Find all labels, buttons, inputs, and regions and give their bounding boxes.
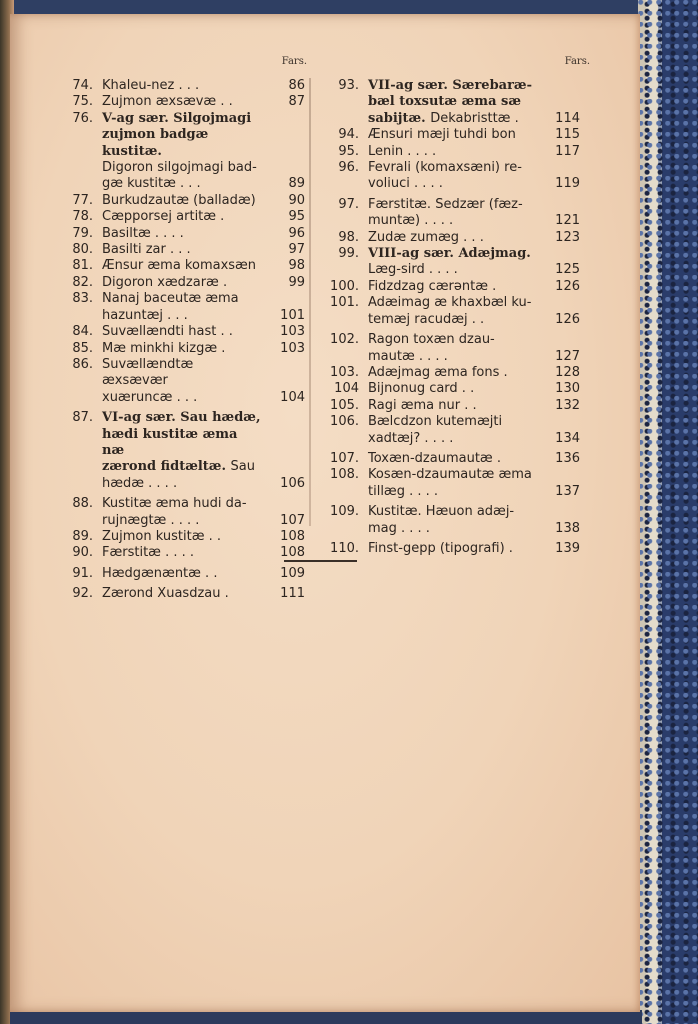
entry-title-segment: mag . . . . — [368, 520, 430, 536]
entry-title-segment: Ragi æma nur . . — [368, 397, 477, 413]
book-page — [10, 14, 640, 1012]
entry-title-segment: V-ag sær. Silgojmagi — [102, 110, 252, 126]
entry-title — [368, 78, 554, 127]
entry-title-line — [102, 586, 263, 602]
entry-title-segment: mautæ . . . . — [368, 348, 448, 364]
entry-page-number: 139 — [555, 540, 580, 556]
entry-number: 78. — [72, 209, 93, 225]
entry-title-line — [368, 504, 554, 520]
entry-title-line — [102, 513, 263, 529]
entry-page-number: 119 — [555, 176, 580, 192]
entry-title — [368, 365, 554, 381]
entry-title — [102, 275, 263, 291]
toc-entry — [328, 197, 590, 230]
column-divider — [309, 78, 311, 526]
entry-page-number: 136 — [555, 450, 580, 466]
entry-number: 103. — [330, 364, 359, 380]
entry-title-segment: xuæruncæ . . . — [102, 389, 198, 405]
entry-title-line — [368, 381, 554, 397]
entry-number: 95. — [338, 143, 359, 159]
entry-title-line — [368, 246, 554, 262]
entry-page-number: 96 — [288, 225, 305, 241]
entry-number: 79. — [72, 225, 93, 241]
entry-title-line — [368, 176, 554, 192]
entry-title-line — [368, 111, 554, 127]
entry-page-number: 125 — [555, 262, 580, 278]
entry-title-segment: Kosæn-dzaumautæ æma — [368, 467, 532, 483]
entry-title-line — [368, 295, 554, 311]
entry-title-segment: Mæ minkhi kizgæ . — [102, 340, 226, 356]
toc-entry — [62, 341, 307, 357]
entry-title-line — [368, 213, 554, 229]
entry-title-segment: sabijtæ. — [368, 110, 431, 126]
entry-title-segment: Fevrali (komaxsæni) re- — [368, 160, 522, 176]
toc-entry — [328, 144, 590, 160]
entry-title — [368, 246, 554, 279]
entry-number: 94. — [338, 127, 359, 143]
entry-title — [102, 193, 263, 209]
entry-title-line — [102, 78, 263, 94]
entry-page-number: 98 — [288, 258, 305, 274]
entry-title — [368, 197, 554, 230]
entry-title-line — [368, 144, 554, 160]
entry-number: 98. — [338, 229, 359, 245]
entry-title-segment: zujmon badgæ kustitæ. — [102, 127, 209, 159]
entry-number: 76. — [72, 110, 93, 126]
entry-title-segment: Cæpporsej artitæ . — [102, 209, 225, 225]
entry-title-line — [102, 476, 263, 492]
entry-number: 105. — [330, 397, 359, 413]
entry-title-segment: gæ kustitæ . . . — [102, 176, 201, 192]
entry-title-segment: Ænsuri mæji tuhdi bon — [368, 127, 516, 143]
entry-title-line — [102, 258, 263, 274]
entry-title-line — [102, 496, 263, 512]
entry-page-number: 138 — [555, 520, 580, 536]
entry-title — [368, 381, 554, 397]
entry-title-segment: Hædgænæntæ . . — [102, 565, 218, 581]
toc-entry — [62, 193, 307, 209]
toc-entry — [328, 451, 590, 467]
entry-page-number: 121 — [555, 213, 580, 229]
toc-entry — [328, 127, 590, 143]
toc-entries-left — [62, 78, 307, 603]
entry-page-number: 128 — [555, 364, 580, 380]
toc-entry — [62, 94, 307, 110]
entry-title — [102, 226, 263, 242]
entry-title — [102, 291, 263, 324]
entry-page-number: 104 — [280, 389, 305, 405]
entry-page-number: 126 — [555, 311, 580, 327]
entry-title-line — [102, 94, 263, 110]
toc-entry — [328, 467, 590, 500]
toc-entry — [328, 504, 590, 537]
entry-title — [368, 295, 554, 328]
entry-title — [102, 324, 263, 340]
entry-title-line — [368, 398, 554, 414]
toc-entry — [62, 410, 307, 492]
entry-number: 92. — [72, 586, 93, 602]
entry-number: 83. — [72, 291, 93, 307]
entry-title-segment: voliuci . . . . — [368, 176, 443, 192]
entry-title-segment: Færstitæ. Sedzær (fæz- — [368, 196, 523, 212]
entry-page-number: 95 — [288, 209, 305, 225]
toc-entry — [62, 275, 307, 291]
entry-title-segment: rujnægtæ . . . . — [102, 512, 200, 528]
entry-page-number: 109 — [280, 565, 305, 581]
entry-title-segment: Digoron xædzaræ . — [102, 274, 228, 290]
toc-entry — [328, 398, 590, 414]
entry-title-line — [102, 160, 263, 176]
entry-page-number: 103 — [280, 324, 305, 340]
entry-title-segment: xadtæj? . . . . — [368, 430, 454, 446]
entry-page-number: 87 — [288, 94, 305, 110]
entry-title-line — [368, 197, 554, 213]
entry-title-line — [102, 176, 263, 192]
column-header — [62, 54, 307, 78]
entry-page-number: 134 — [555, 430, 580, 446]
entry-title-line — [102, 529, 263, 545]
entry-number: 86. — [72, 356, 93, 372]
entry-page-number: 123 — [555, 229, 580, 245]
entry-title — [102, 586, 263, 602]
toc-entry — [62, 566, 307, 582]
entry-title-line — [368, 312, 554, 328]
entry-page-number: 111 — [280, 586, 305, 602]
toc-column-left — [62, 54, 307, 603]
toc-entry — [62, 529, 307, 545]
entry-number: 100. — [330, 278, 359, 294]
entry-page-number: 89 — [288, 176, 305, 192]
entry-title — [102, 78, 263, 94]
page-column-label: Fars. — [564, 56, 590, 67]
toc-entry — [328, 160, 590, 193]
toc-entry — [62, 209, 307, 225]
entry-page-number: 107 — [280, 512, 305, 528]
entry-title-segment: Kustitæ. Hæuon adæj- — [368, 504, 515, 520]
entry-title — [102, 341, 263, 357]
entry-page-number: 101 — [280, 307, 305, 323]
entry-title-line — [102, 566, 263, 582]
book-cover-edge — [638, 0, 698, 1024]
entry-number: 96. — [338, 160, 359, 176]
entry-number: 97. — [338, 196, 359, 212]
end-rule — [284, 560, 357, 562]
entry-number: 90. — [72, 545, 93, 561]
toc-entry — [62, 242, 307, 258]
entry-title — [102, 111, 263, 193]
entry-number: 82. — [72, 274, 93, 290]
entry-number: 104 — [334, 381, 359, 397]
entry-number: 99. — [338, 246, 359, 262]
entry-number: 89. — [72, 528, 93, 544]
toc-entry — [328, 381, 590, 397]
entry-title-line — [368, 541, 554, 557]
entry-title-line — [102, 341, 263, 357]
entry-page-number: 103 — [280, 340, 305, 356]
entry-title-segment: hædi kustitæ æma næ — [102, 426, 238, 458]
entry-title-segment: Zærond Xuasdzau . — [102, 586, 229, 602]
entry-title-segment: muntæ) . . . . — [368, 213, 454, 229]
entry-title-segment: Basiltæ . . . . — [102, 225, 184, 241]
entry-number: 87. — [72, 410, 93, 426]
entry-number: 109. — [330, 504, 359, 520]
entry-title-segment: hazuntæj . . . — [102, 307, 188, 323]
toc-entry — [328, 365, 590, 381]
entry-page-number: 97 — [288, 242, 305, 258]
toc-entry — [328, 78, 590, 127]
toc-entry — [328, 295, 590, 328]
entry-title-line — [368, 521, 554, 537]
entry-number: 85. — [72, 340, 93, 356]
entry-number: 81. — [72, 258, 93, 274]
entry-page-number: 127 — [555, 348, 580, 364]
toc-entry — [62, 357, 307, 406]
entry-title-line — [368, 160, 554, 176]
entry-title-segment: hædæ . . . . — [102, 475, 178, 491]
entry-title — [368, 127, 554, 143]
entry-title — [368, 541, 554, 557]
toc-entries-right — [328, 78, 590, 557]
entry-page-number: 114 — [555, 110, 580, 126]
entry-title-segment: Ragon toxæn dzau- — [368, 332, 495, 348]
entry-title-line — [102, 459, 263, 475]
entry-number: 75. — [72, 94, 93, 110]
cover-bottom-edge — [10, 1010, 642, 1024]
entry-title — [102, 258, 263, 274]
entry-title-line — [102, 427, 263, 460]
toc-entry — [328, 414, 590, 447]
toc-entry — [62, 291, 307, 324]
entry-title-line — [102, 357, 263, 390]
entry-title-segment: Zujmon æxsævæ . . — [102, 94, 233, 110]
entry-title-line — [368, 262, 554, 278]
entry-number: 106. — [330, 414, 359, 430]
entry-title-segment: temæj racudæj . . — [368, 311, 485, 327]
entry-title-line — [102, 193, 263, 209]
toc-entry — [62, 586, 307, 602]
entry-title-segment: VIII-ag sær. Adæjmag. — [368, 246, 531, 262]
entry-page-number: 137 — [555, 483, 580, 499]
entry-number: 91. — [72, 565, 93, 581]
toc-entry — [328, 279, 590, 295]
entry-number: 93. — [338, 78, 359, 93]
entry-title-segment: Adæimag æ khaxbæl ku- — [368, 295, 532, 311]
entry-title — [102, 566, 263, 582]
entry-page-number: 117 — [555, 143, 580, 159]
entry-page-number: 106 — [280, 475, 305, 491]
toc-entry — [62, 111, 307, 193]
entry-title-segment: Basilti zar . . . — [102, 242, 191, 258]
entry-title — [102, 529, 263, 545]
entry-title-line — [368, 414, 554, 430]
entry-title — [368, 332, 554, 365]
entry-title-segment: Dekabristtæ . — [430, 110, 519, 126]
entry-title-segment: Læg-sird . . . . — [368, 262, 458, 278]
page-column-label: Fars. — [281, 56, 307, 67]
entry-title-line — [102, 127, 263, 160]
entry-title-segment: VII-ag sær. Særebaræ- — [368, 78, 533, 93]
entry-title-segment: Kustitæ æma hudi da- — [102, 496, 247, 512]
entry-title-line — [102, 111, 263, 127]
entry-title-line — [102, 226, 263, 242]
entry-title — [368, 279, 554, 295]
entry-title-segment: Adæjmag æma fons . — [368, 364, 508, 380]
entry-title-line — [102, 242, 263, 258]
entry-title-line — [368, 78, 554, 94]
entry-number: 101. — [330, 295, 359, 311]
entry-title-line — [368, 94, 554, 110]
toc-entry — [62, 496, 307, 529]
entry-title-segment: Zudæ zumæg . . . — [368, 229, 484, 245]
entry-page-number: 90 — [288, 192, 305, 208]
entry-title-segment: Færstitæ . . . . — [102, 545, 194, 561]
toc-entry — [328, 246, 590, 279]
entry-title — [368, 230, 554, 246]
entry-title-segment: Bijnonug card . . — [368, 381, 475, 397]
toc-entry — [62, 545, 307, 561]
entry-title-line — [368, 451, 554, 467]
entry-title-line — [102, 390, 263, 406]
entry-title — [368, 504, 554, 537]
toc-entry — [62, 324, 307, 340]
entry-page-number: 115 — [555, 127, 580, 143]
toc-column-right — [328, 54, 590, 557]
entry-title — [368, 160, 554, 193]
entry-title-line — [368, 332, 554, 348]
entry-number: 107. — [330, 450, 359, 466]
entry-title — [368, 467, 554, 500]
entry-title-segment: Burkudzautæ (balladæ) — [102, 192, 256, 208]
entry-title — [368, 451, 554, 467]
entry-title — [368, 414, 554, 447]
entry-title-segment: Lenin . . . . — [368, 143, 437, 159]
entry-title-segment: VI-ag sær. Sau hædæ, — [102, 410, 261, 426]
entry-page-number: 126 — [555, 278, 580, 294]
entry-title-line — [368, 349, 554, 365]
entry-title — [102, 410, 263, 492]
entry-page-number: 108 — [280, 545, 305, 561]
entry-title-line — [368, 484, 554, 500]
entry-number: 88. — [72, 496, 93, 512]
column-header — [328, 54, 590, 78]
entry-title — [368, 398, 554, 414]
toc-entry — [328, 332, 590, 365]
entry-page-number: 130 — [555, 381, 580, 397]
entry-title-line — [102, 324, 263, 340]
entry-title-line — [368, 467, 554, 483]
entry-title-segment: Nanaj baceutæ æma — [102, 291, 239, 307]
entry-page-number: 132 — [555, 397, 580, 413]
entry-title-line — [102, 209, 263, 225]
entry-title-line — [368, 279, 554, 295]
entry-title — [102, 209, 263, 225]
entry-title — [102, 545, 263, 561]
toc-entry — [328, 541, 590, 557]
entry-page-number: 99 — [288, 274, 305, 290]
entry-title-line — [368, 431, 554, 447]
entry-number: 74. — [72, 78, 93, 93]
entry-title-line — [368, 365, 554, 381]
entry-title-line — [102, 291, 263, 307]
entry-page-number: 86 — [288, 78, 305, 93]
entry-title-line — [102, 545, 263, 561]
entry-title — [102, 242, 263, 258]
toc-entry — [62, 258, 307, 274]
entry-title-segment: Toxæn-dzaumautæ . — [368, 450, 501, 466]
entry-title-segment: Zujmon kustitæ . . — [102, 528, 221, 544]
entry-title — [102, 496, 263, 529]
entry-number: 110. — [330, 540, 359, 556]
entry-title-segment: Ænsur æma komaxsæn — [102, 258, 257, 274]
entry-title — [102, 94, 263, 110]
entry-number: 108. — [330, 467, 359, 483]
entry-title-segment: tillæg . . . . — [368, 483, 439, 499]
entry-title-segment: bæl toxsutæ æma sæ — [368, 94, 522, 110]
entry-title — [368, 144, 554, 160]
entry-number: 77. — [72, 192, 93, 208]
entry-title-segment: Bælcdzon kutemæjti — [368, 414, 503, 430]
entry-title-segment: Digoron silgojmagi bad- — [102, 160, 257, 176]
entry-page-number: 108 — [280, 528, 305, 544]
entry-title-segment: Sau — [230, 459, 256, 475]
entry-title-line — [368, 230, 554, 246]
entry-number: 102. — [330, 332, 359, 348]
entry-title-segment: Suvællændti hast . . — [102, 324, 233, 340]
entry-title-segment: Fidzdzag cærəntæ . — [368, 278, 497, 294]
entry-title — [102, 357, 263, 406]
entry-title-line — [368, 127, 554, 143]
entry-title-segment: Khaleu-nez . . . — [102, 78, 200, 93]
entry-title-line — [102, 275, 263, 291]
toc-entry — [62, 78, 307, 94]
entry-title-line — [102, 308, 263, 324]
toc-entry — [62, 226, 307, 242]
entry-title-segment: Suvællændtæ æxsævær — [102, 356, 194, 389]
entry-number: 84. — [72, 324, 93, 340]
entry-number: 80. — [72, 242, 93, 258]
entry-title-segment: Finst-gepp (tipografi) . — [368, 540, 513, 556]
toc-entry — [328, 230, 590, 246]
entry-title-segment: zærond fidtæltæ. — [102, 459, 231, 475]
entry-title-line — [102, 410, 263, 426]
